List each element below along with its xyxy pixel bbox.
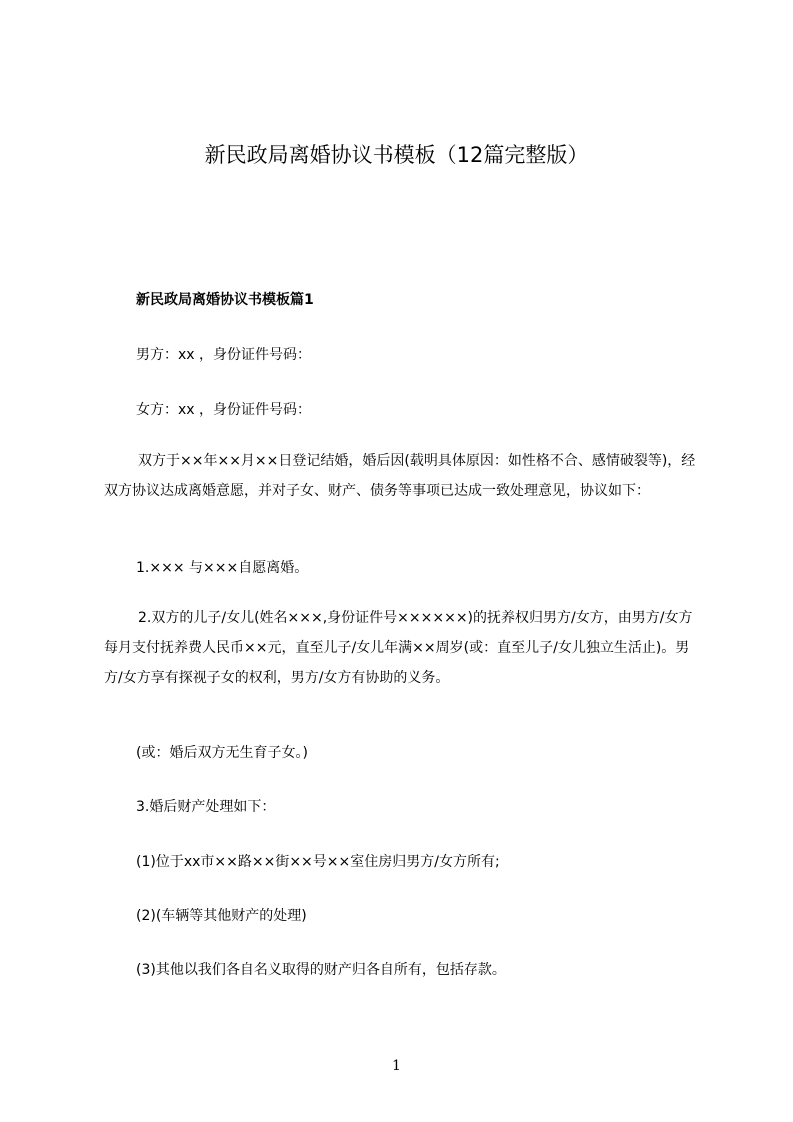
clause-3-3: (3)其他以我们各自名义取得的财产归各自所有，包括存款。 <box>136 962 506 978</box>
document-title: 新民政局离婚协议书模板（12篇完整版） <box>204 143 589 167</box>
clause-2-alternative: (或：婚后双方无生育子女。) <box>136 745 308 761</box>
page-number: 1 <box>392 1058 401 1074</box>
man-id-line: 男方：xx ，身份证件号码： <box>136 347 312 363</box>
intro-paragraph: 双方于××年××月××日登记结婚，婚后因(载明具体原因：如性格不合、感情破裂等)，经双方协议达成离婚意愿，并对子女、财产、债务等事项已达成一致处理意见，协议如下： <box>104 453 696 499</box>
clause-3: 3.婚后财产处理如下： <box>136 799 276 815</box>
clause-3-1: (1)位于xx市××路××街××号××室住房归男方/女方所有; <box>136 854 500 870</box>
clause-1: 1.××× 与×××自愿离婚。 <box>136 560 309 576</box>
clause-3-2: (2)(车辆等其他财产的处理) <box>136 908 307 924</box>
clause-2-paragraph: 2.双方的儿子/女儿(姓名×××,身份证件号××××××)的抚养权归男方/女方，由男方/女方每月支付抚养费人民币××元，直至儿子/女儿年满××周岁(或：直至儿子/女儿独立生活止)。男方/女方享有探视子女的权利，男方/女方有协助的义务。 <box>104 610 693 686</box>
woman-id-line: 女方：xx ，身份证件号码： <box>136 402 312 418</box>
section-heading: 新民政局离婚协议书模板篇1 <box>136 292 314 308</box>
